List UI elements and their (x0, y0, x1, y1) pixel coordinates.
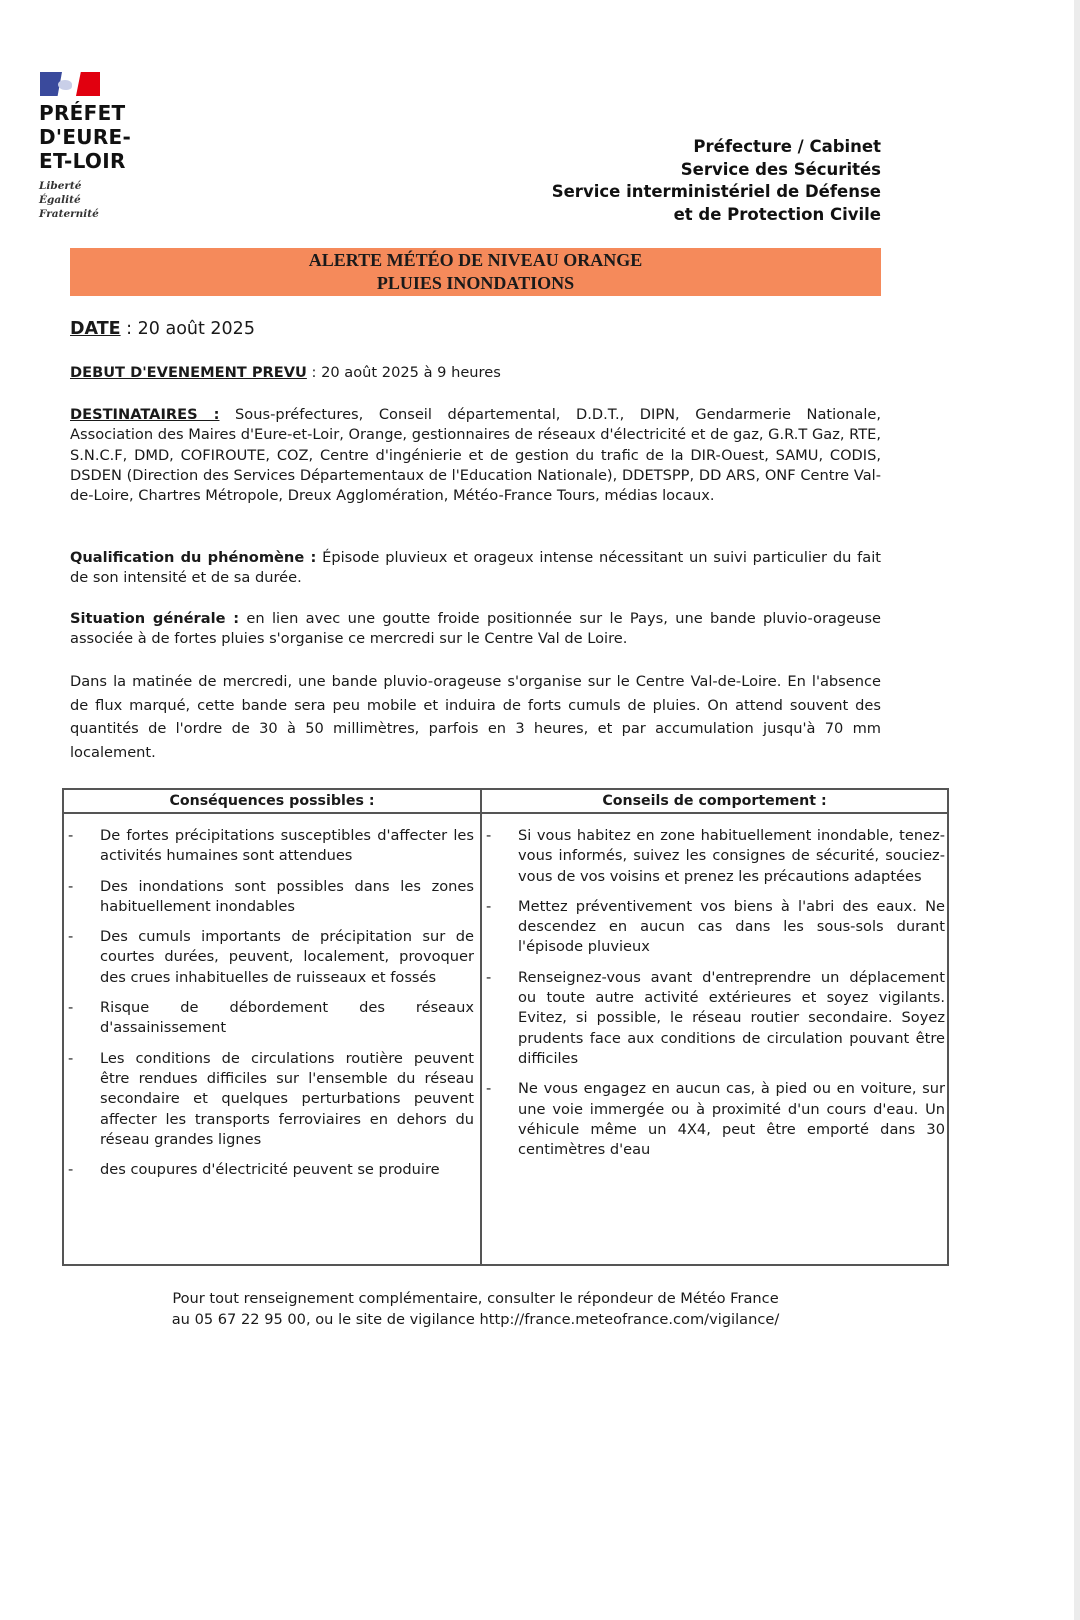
advice-list (486, 826, 945, 1170)
list-item (486, 826, 945, 887)
issuing-service (552, 136, 881, 226)
footer-contact (70, 1288, 881, 1330)
alert-banner (70, 248, 881, 296)
bullet-dash: - (68, 999, 74, 1017)
consequence-text: des coupures d'électricité peuvent se produire (100, 1161, 440, 1179)
prefet-line: PRÉFET (39, 101, 126, 125)
situation-paragraph (70, 609, 881, 650)
list-item (486, 897, 945, 958)
service-line: Préfecture / Cabinet (693, 137, 881, 156)
date-separator: : (120, 319, 138, 339)
list-item (68, 998, 474, 1039)
advice-text: Mettez préventivement vos biens à l'abri des eaux. Ne descendez en aucun cas dans les sous-sols durant l'épisode pluvieux (518, 897, 945, 956)
prefet-logo (39, 72, 159, 221)
republic-motto (39, 179, 159, 221)
footer-line: Pour tout renseignement complémentaire, consulter le répondeur de Météo France (172, 1290, 779, 1307)
bullet-dash: - (486, 897, 492, 915)
footer-line: au 05 67 22 95 00, ou le site de vigilance http://france.meteofrance.com/vigilance/ (171, 1311, 780, 1328)
list-item (68, 927, 474, 988)
motto-line: Fraternité (39, 208, 99, 220)
advice-text: Ne vous engagez en aucun cas, à pied ou en voiture, sur une voie immergée ou à proximité d'un cours d'eau. Un véhicule même un 4X4, peut être emporté dans 30 centimètres d'eau (518, 1080, 945, 1159)
event-start-separator: : (306, 364, 322, 381)
date-value: 20 août 2025 (137, 319, 255, 339)
situation-label: Situation générale : (70, 610, 240, 627)
bullet-dash: - (486, 1080, 492, 1098)
service-line: et de Protection Civile (673, 204, 881, 224)
consequences-list (68, 826, 474, 1190)
bullet-dash: - (68, 1161, 74, 1179)
prefet-line: ET-LOIR (39, 149, 126, 173)
motto-line: Liberté (39, 180, 82, 192)
advice-text: Renseignez-vous avant d'entreprendre un déplacement ou toute autre activité extérieures et soyez vigilants. Evitez, si possible, le réseau routier secondaire. Soyez prudents face aux conditions de circulation pouvant être difficiles (518, 968, 945, 1067)
forecast-details: Dans la matinée de mercredi, une bande pluvio-orageuse s'organise sur le Centre Val-de-Loire. En l'absence de flux marqué, cette bande sera peu mobile et induira de forts cumuls de pluies. On attend souvent des quantités de l'ordre de 30 à 50 millimètres, parfois en 3 heures, et par accumulation jusqu'à 70 mm localement. (70, 673, 881, 761)
bullet-dash: - (68, 827, 74, 844)
bullet-dash: - (486, 827, 492, 844)
consequence-text: Les conditions de circulations routière peuvent être rendues difficiles sur l'ensemble du réseau secondaire et quelques perturbations peuvent affecter les transports ferroviaires en dehors du réseau grandes lignes (100, 1049, 474, 1148)
alert-title: ALERTE MÉTÉO DE NIVEAU ORANGE (308, 250, 643, 270)
consequence-text: Risque de débordement des réseaux d'assainissement (100, 999, 474, 1037)
list-item (68, 1049, 474, 1150)
advice-text: Si vous habitez en zone habituellement inondable, tenez-vous informés, suivez les consignes de sécurité, souciez-vous de vos voisins et prenez les précautions adaptées (518, 827, 945, 885)
consequence-text: Des inondations sont possibles dans les zones habituellement inondables (100, 877, 474, 915)
recipients-value: Sous-préfectures, Conseil départemental, D.D.T., DIPN, Gendarmerie Nationale, Association des Maires d'Eure-et-Loir, Orange, gestionnaires de réseaux d'électricité et de gaz, G.R.T Gaz, RTE, S.N.C.F, DMD, COFIROUTE, COZ, Centre d'ingénierie et de gestion du trafic de la DIR-Ouest, SAMU, CODIS, DSDEN (Direction des Services Départementaux de l'Education Nationale), DDETSPP, DD ARS, ONF Centre Val-de-Loire, Chartres Métropole, Dreux Agglomération, Météo-France Tours, médias locaux. (70, 406, 881, 505)
motto-line: Égalité (39, 194, 81, 206)
consequences-header: Conséquences possibles : (169, 793, 375, 809)
service-line: Service interministériel de Défense (551, 182, 881, 201)
marianne-flag-icon (40, 72, 100, 96)
list-item (68, 826, 474, 867)
date-label: DATE (70, 319, 121, 339)
recipients-paragraph (70, 405, 881, 506)
event-start-line (70, 363, 881, 383)
recipients-label: DESTINATAIRES : (70, 406, 220, 423)
list-item (68, 877, 474, 918)
bullet-dash: - (68, 877, 74, 895)
alert-subtitle: PLUIES INONDATIONS (376, 273, 575, 293)
list-item (68, 1160, 474, 1180)
qualification-value: Épisode pluvieux et orageux intense nécessitant un suivi particulier du fait de son intensité et de sa durée. (70, 549, 881, 587)
bullet-dash: - (68, 928, 74, 946)
page-edge (1074, 0, 1080, 1620)
service-line: Service des Sécurités (680, 159, 881, 179)
date-line (70, 317, 255, 341)
prefet-title (39, 101, 159, 173)
situation-value: en lien avec une goutte froide positionnée sur le Pays, une bande pluvio-orageuse associée à de fortes pluies s'organise ce mercredi sur le Centre Val de Loire. (70, 610, 881, 648)
bullet-dash: - (486, 968, 492, 986)
advice-table (62, 788, 949, 1266)
qualification-paragraph (70, 548, 881, 589)
event-start-label: DEBUT D'EVENEMENT PREVU (70, 364, 307, 381)
consequence-text: Des cumuls importants de précipitation sur de courtes durées, peuvent, localement, provoquer des crues inhabituelles de ruisseaux et fossés (100, 928, 474, 986)
list-item (486, 968, 945, 1069)
bullet-dash: - (68, 1049, 74, 1067)
prefet-line: D'EURE- (39, 125, 132, 149)
advice-header: Conseils de comportement : (602, 793, 827, 809)
event-start-value: 20 août 2025 à 9 heures (321, 364, 501, 381)
qualification-label: Qualification du phénomène : (70, 549, 317, 566)
list-item (486, 1079, 945, 1160)
consequence-text: De fortes précipitations susceptibles d'affecter les activités humaines sont attendues (100, 827, 474, 865)
